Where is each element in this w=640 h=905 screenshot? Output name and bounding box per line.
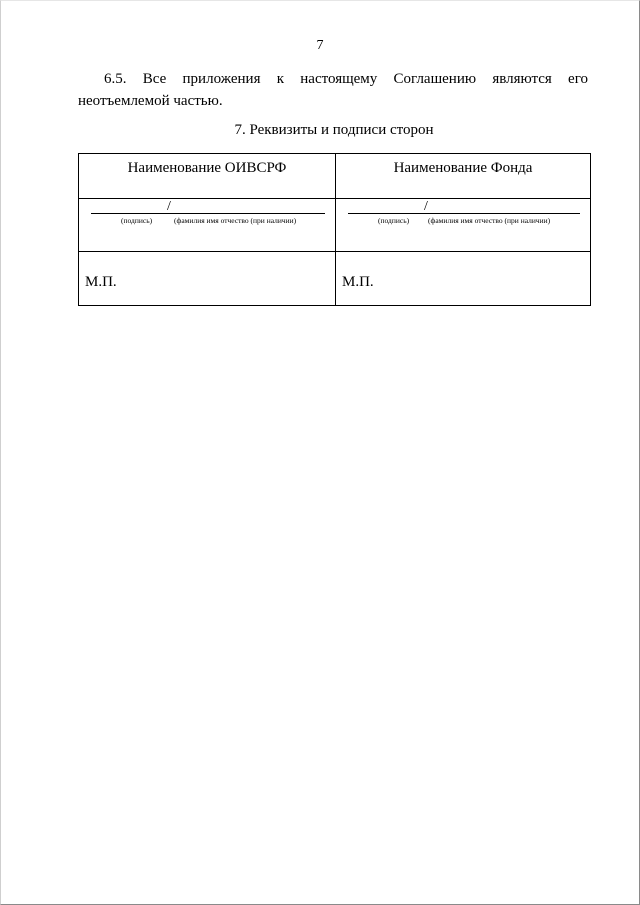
stamp-row [79, 252, 591, 306]
stamp-label: М.П. [85, 274, 117, 290]
table-header-row [79, 154, 591, 199]
stamp-label: М.П. [342, 274, 374, 290]
signature-line [348, 213, 580, 214]
name-caption: (фамилия имя отчество (при наличии) [428, 216, 551, 225]
header-cell-oivsrf [79, 154, 336, 199]
signature-line [91, 213, 325, 214]
signature-cell-oivsrf [79, 199, 336, 252]
stamp-cell-oivsrf [79, 252, 336, 306]
signature-cell-fund [336, 199, 591, 252]
name-caption: (фамилия имя отчество (при наличии) [174, 216, 297, 225]
signature-caption: (подпись) [121, 216, 153, 225]
section-title: 7. Реквизиты и подписи сторон [234, 122, 434, 138]
signature-row [79, 199, 591, 252]
stamp-cell-fund [336, 252, 591, 306]
header-cell-fund [336, 154, 591, 199]
header-oivsrf-label: Наименование ОИВСРФ [127, 160, 287, 176]
page-number: 7 [316, 38, 324, 53]
header-fund-label: Наименование Фонда [393, 160, 533, 176]
requisites-table [78, 153, 591, 306]
signature-separator: / [167, 199, 171, 214]
signature-caption: (подпись) [378, 216, 410, 225]
clause-6-5-paragraph: 6.5. Все приложения к настоящему Соглашению являются его неотъемлемой частью. [78, 71, 588, 109]
signature-separator: / [424, 199, 428, 214]
